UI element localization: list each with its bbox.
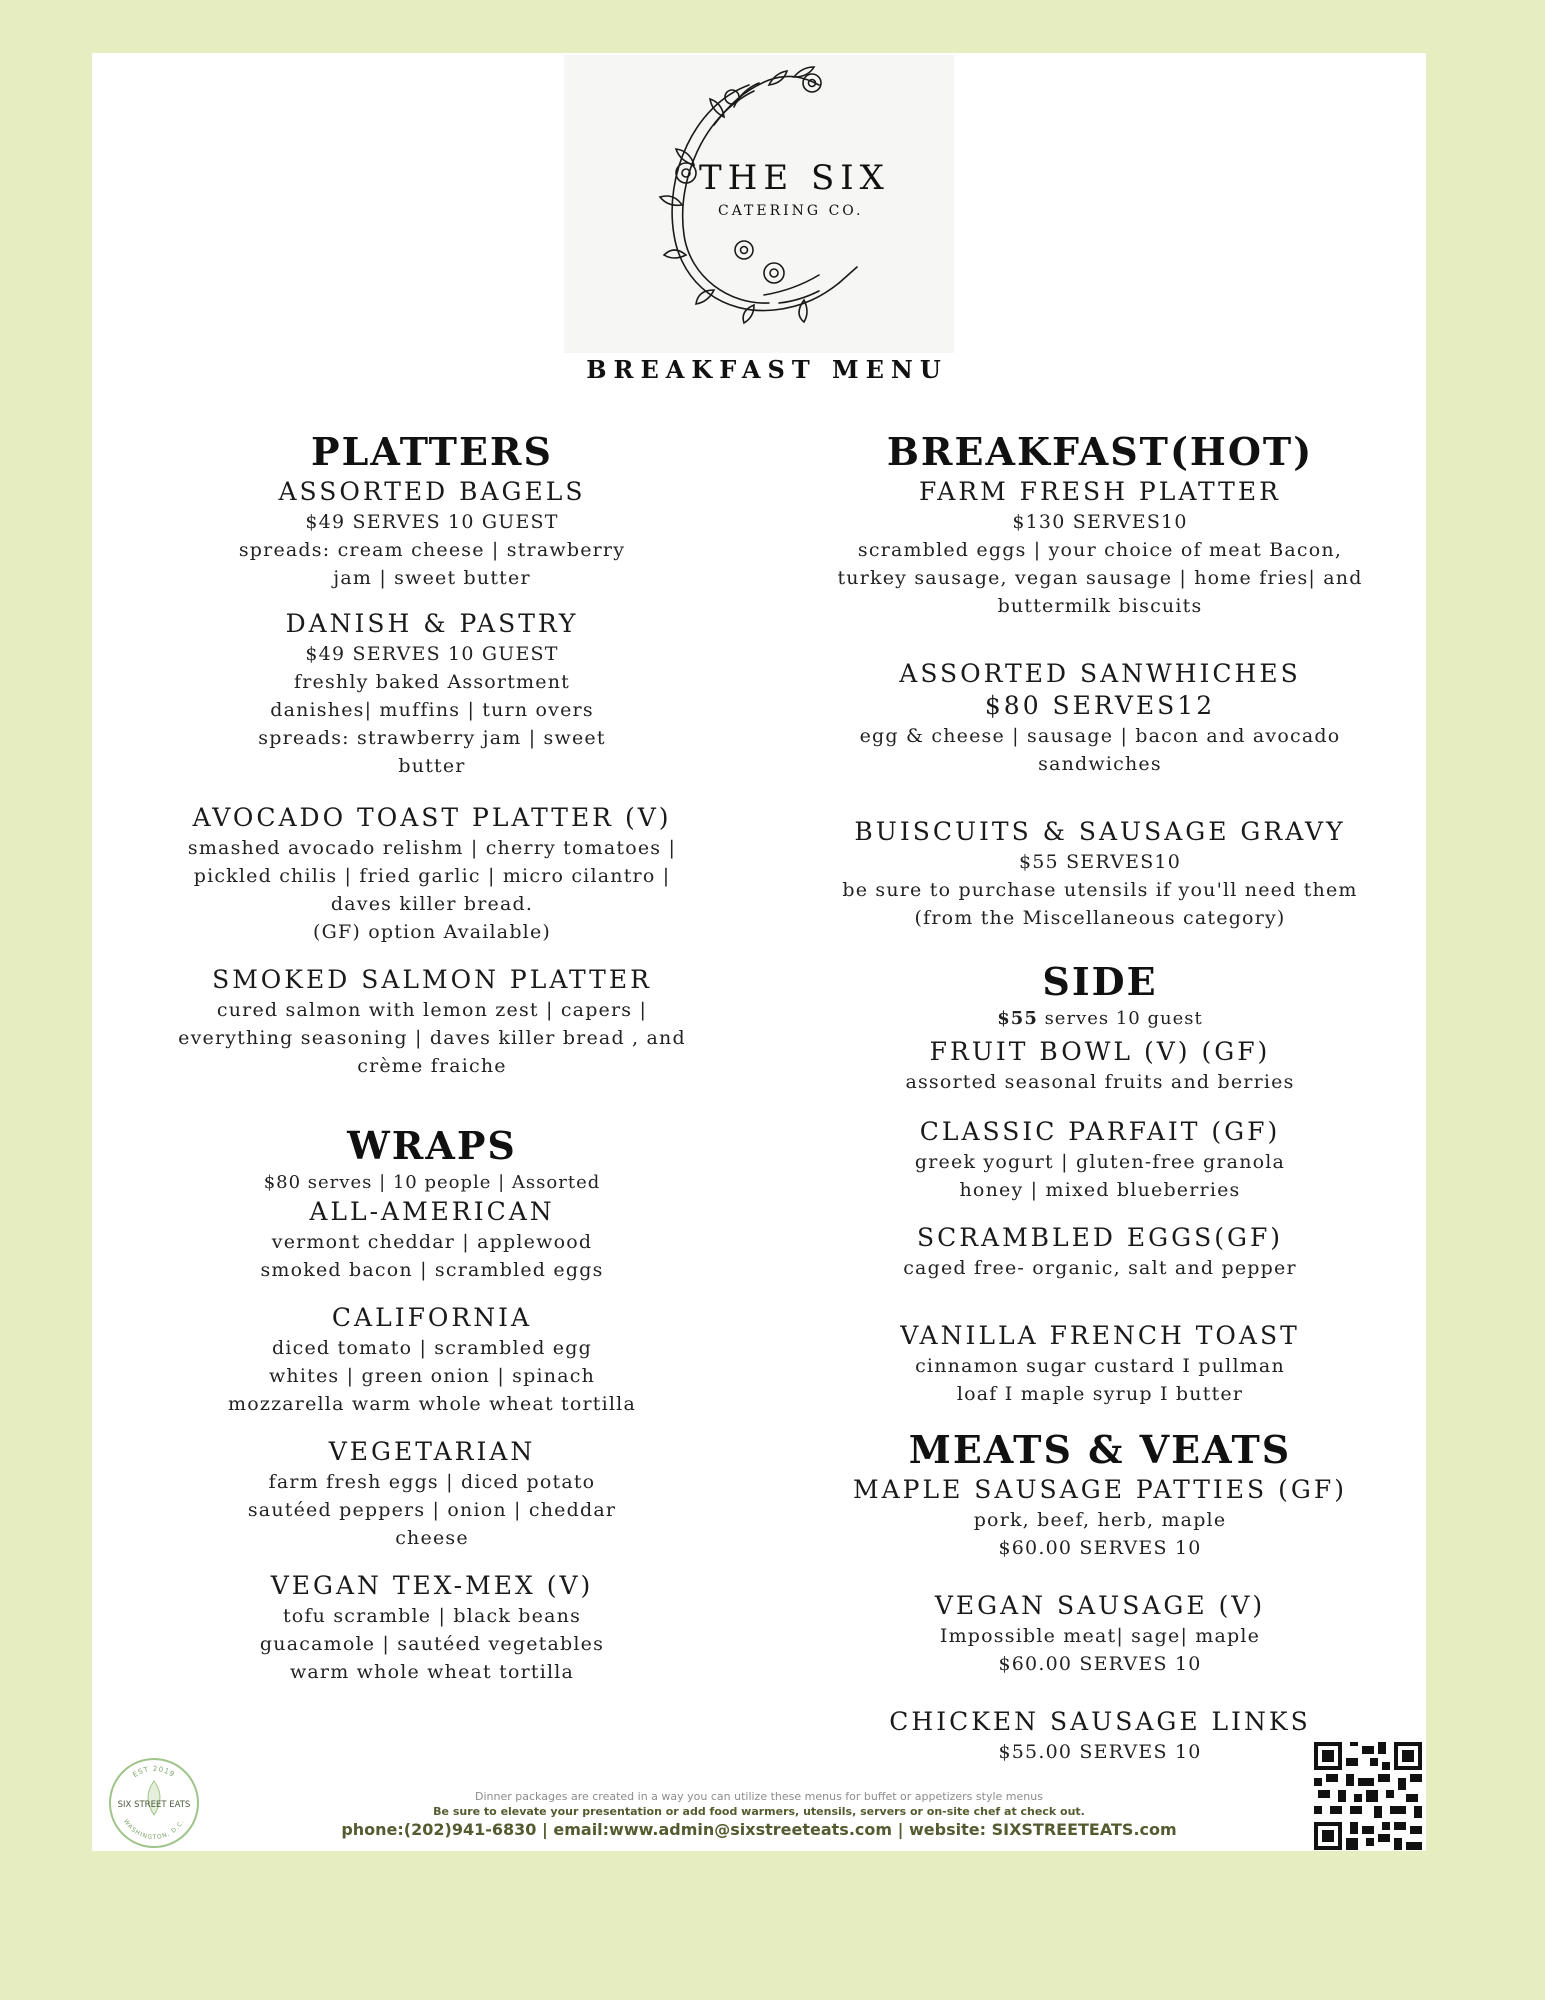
section-note xyxy=(820,1006,1380,1032)
item-title: SMOKED SALMON PLATTER xyxy=(212,965,652,994)
item-desc: buttermilk biscuits xyxy=(997,595,1203,617)
brand-subtitle: CATERING CO. xyxy=(718,203,864,219)
item-desc: farm fresh eggs | diced potato xyxy=(268,1471,596,1493)
item-desc: pork, beef, herb, maple xyxy=(973,1509,1227,1531)
brand-name: THE SIX xyxy=(699,158,890,198)
item-title: FRUIT BOWL (V) (GF) xyxy=(929,1037,1271,1066)
item-desc: assorted seasonal fruits and berries xyxy=(905,1071,1295,1093)
seal-top-text: EST 2019 xyxy=(131,1764,177,1780)
item-desc: cured salmon with lemon zest | capers | xyxy=(216,999,648,1021)
footer-note: Dinner packages are created in a way you can utilize these menus for buffet or appetizers style menus xyxy=(475,1790,1043,1803)
side-price: $55 xyxy=(997,1008,1038,1029)
item-desc: smashed avocado relishm | cherry tomatoes | xyxy=(187,837,677,859)
item-desc: jam | sweet butter xyxy=(333,567,531,589)
item-desc: mozzarella warm whole wheat tortilla xyxy=(228,1393,636,1415)
item-price: $49 SERVES 10 GUEST xyxy=(305,643,559,665)
footer-contact: phone:(202)941-6830 | email:www.admin@sixstreeteats.com | website: SIXSTREETEATS.com xyxy=(341,1820,1177,1839)
item-desc: whites | green onion | spinach xyxy=(268,1365,596,1387)
item-price: $60.00 SERVES 10 xyxy=(998,1537,1202,1559)
item-desc: turkey sausage, vegan sausage | home fries| and xyxy=(837,567,1363,589)
footer-note-bold: Be sure to elevate your presentation or add food warmers, utensils, servers or on-site chef at check out. xyxy=(433,1805,1085,1818)
item-desc: honey | mixed blueberries xyxy=(959,1179,1241,1201)
item-desc: caged free- organic, salt and pepper xyxy=(903,1257,1297,1279)
item-desc: cinnamon sugar custard I pullman xyxy=(915,1355,1285,1377)
item-title: CLASSIC PARFAIT (GF) xyxy=(919,1117,1281,1146)
item-desc: Impossible meat| sage| maple xyxy=(939,1625,1261,1647)
item-title: VEGAN SAUSAGE (V) xyxy=(934,1591,1266,1620)
item-desc: vermont cheddar | applewood xyxy=(271,1231,593,1253)
item-desc: scrambled eggs | your choice of meat Bacon, xyxy=(857,539,1343,561)
section-heading-breakfast-hot: BREAKFAST(HOT) xyxy=(886,429,1314,474)
section-note: $80 serves | 10 people | Assorted xyxy=(263,1172,601,1193)
menu-sheet xyxy=(92,53,1426,1851)
right-column xyxy=(820,428,1380,1766)
item-desc: (GF) option Available) xyxy=(312,921,552,943)
item-desc: butter xyxy=(398,755,466,777)
item-desc: diced tomato | scrambled egg xyxy=(272,1337,592,1359)
qr-code-icon xyxy=(1314,1742,1422,1850)
item-desc: smoked bacon | scrambled eggs xyxy=(260,1259,604,1281)
item-title: AVOCADO TOAST PLATTER (V) xyxy=(192,803,672,832)
side-note: serves 10 guest xyxy=(1037,1008,1203,1029)
item-title: BUISCUITS & SAUSAGE GRAVY xyxy=(854,817,1346,846)
item-desc: spreads: cream cheese | strawberry xyxy=(238,539,626,561)
seal-bottom-text: WASHINGTON, D.C. xyxy=(121,1818,186,1842)
item-title: CHICKEN SAUSAGE LINKS xyxy=(889,1707,1311,1736)
item-desc: cheese xyxy=(395,1527,469,1549)
item-desc: tofu scramble | black beans xyxy=(282,1605,582,1627)
section-heading-platters: PLATTERS xyxy=(311,429,553,474)
item-title: DANISH & PASTRY xyxy=(285,609,579,638)
footer xyxy=(92,1789,1426,1841)
left-column xyxy=(152,428,712,1686)
item-desc: be sure to purchase utensils if you'll need them xyxy=(842,879,1358,901)
item-desc: sautéed peppers | onion | cheddar xyxy=(247,1499,617,1521)
item-title: VEGETARIAN xyxy=(328,1437,536,1466)
item-title: CALIFORNIA xyxy=(331,1303,533,1332)
item-desc: loaf I maple syrup I butter xyxy=(956,1383,1244,1405)
item-desc: pickled chilis | fried garlic | micro cilantro | xyxy=(193,865,671,887)
item-desc: freshly baked Assortment xyxy=(294,671,570,693)
item-title: ASSORTED BAGELS xyxy=(278,477,586,506)
item-title: SCRAMBLED EGGS(GF) xyxy=(916,1223,1284,1252)
item-desc: crème fraiche xyxy=(357,1055,507,1077)
item-desc: egg & cheese | sausage | bacon and avocado xyxy=(859,725,1341,747)
item-title: FARM FRESH PLATTER xyxy=(919,477,1281,506)
item-title: VEGAN TEX-MEX (V) xyxy=(270,1571,594,1600)
section-heading-meats: MEATS & VEATS xyxy=(908,1427,1292,1472)
section-heading-side: SIDE xyxy=(1042,959,1158,1004)
item-desc: daves killer bread. xyxy=(330,893,534,915)
item-desc: guacamole | sautéed vegetables xyxy=(259,1633,605,1655)
section-heading-wraps: WRAPS xyxy=(347,1123,517,1168)
item-title: VANILLA FRENCH TOAST xyxy=(900,1321,1300,1350)
menu-title: BREAKFAST MENU xyxy=(586,355,948,384)
item-price: $49 SERVES 10 GUEST xyxy=(305,511,559,533)
item-desc: greek yogurt | gluten-free granola xyxy=(914,1151,1286,1173)
item-desc: spreads: strawberry jam | sweet xyxy=(258,727,606,749)
item-desc: warm whole wheat tortilla xyxy=(289,1661,575,1683)
item-desc: sandwiches xyxy=(1038,753,1162,775)
item-desc: everything seasoning | daves killer bread , and xyxy=(178,1027,686,1049)
item-price: $60.00 SERVES 10 xyxy=(998,1653,1202,1675)
item-desc: danishes| muffins | turn overs xyxy=(270,699,594,721)
item-desc: (from the Miscellaneous category) xyxy=(914,907,1286,929)
item-title: ASSORTED SANWHICHES xyxy=(899,659,1301,688)
seal-name: SIX STREET EATS xyxy=(117,1800,191,1810)
svg-text:EST 2019 xyxy=(131,1765,176,1779)
item-price: $55.00 SERVES 10 xyxy=(998,1741,1202,1763)
item-title: MAPLE SAUSAGE PATTIES (GF) xyxy=(853,1475,1347,1504)
item-price: $55 SERVES10 xyxy=(1018,851,1181,873)
item-price: $130 SERVES10 xyxy=(1012,511,1188,533)
item-price: $80 SERVES12 xyxy=(984,691,1216,720)
item-title: ALL-AMERICAN xyxy=(309,1197,555,1226)
